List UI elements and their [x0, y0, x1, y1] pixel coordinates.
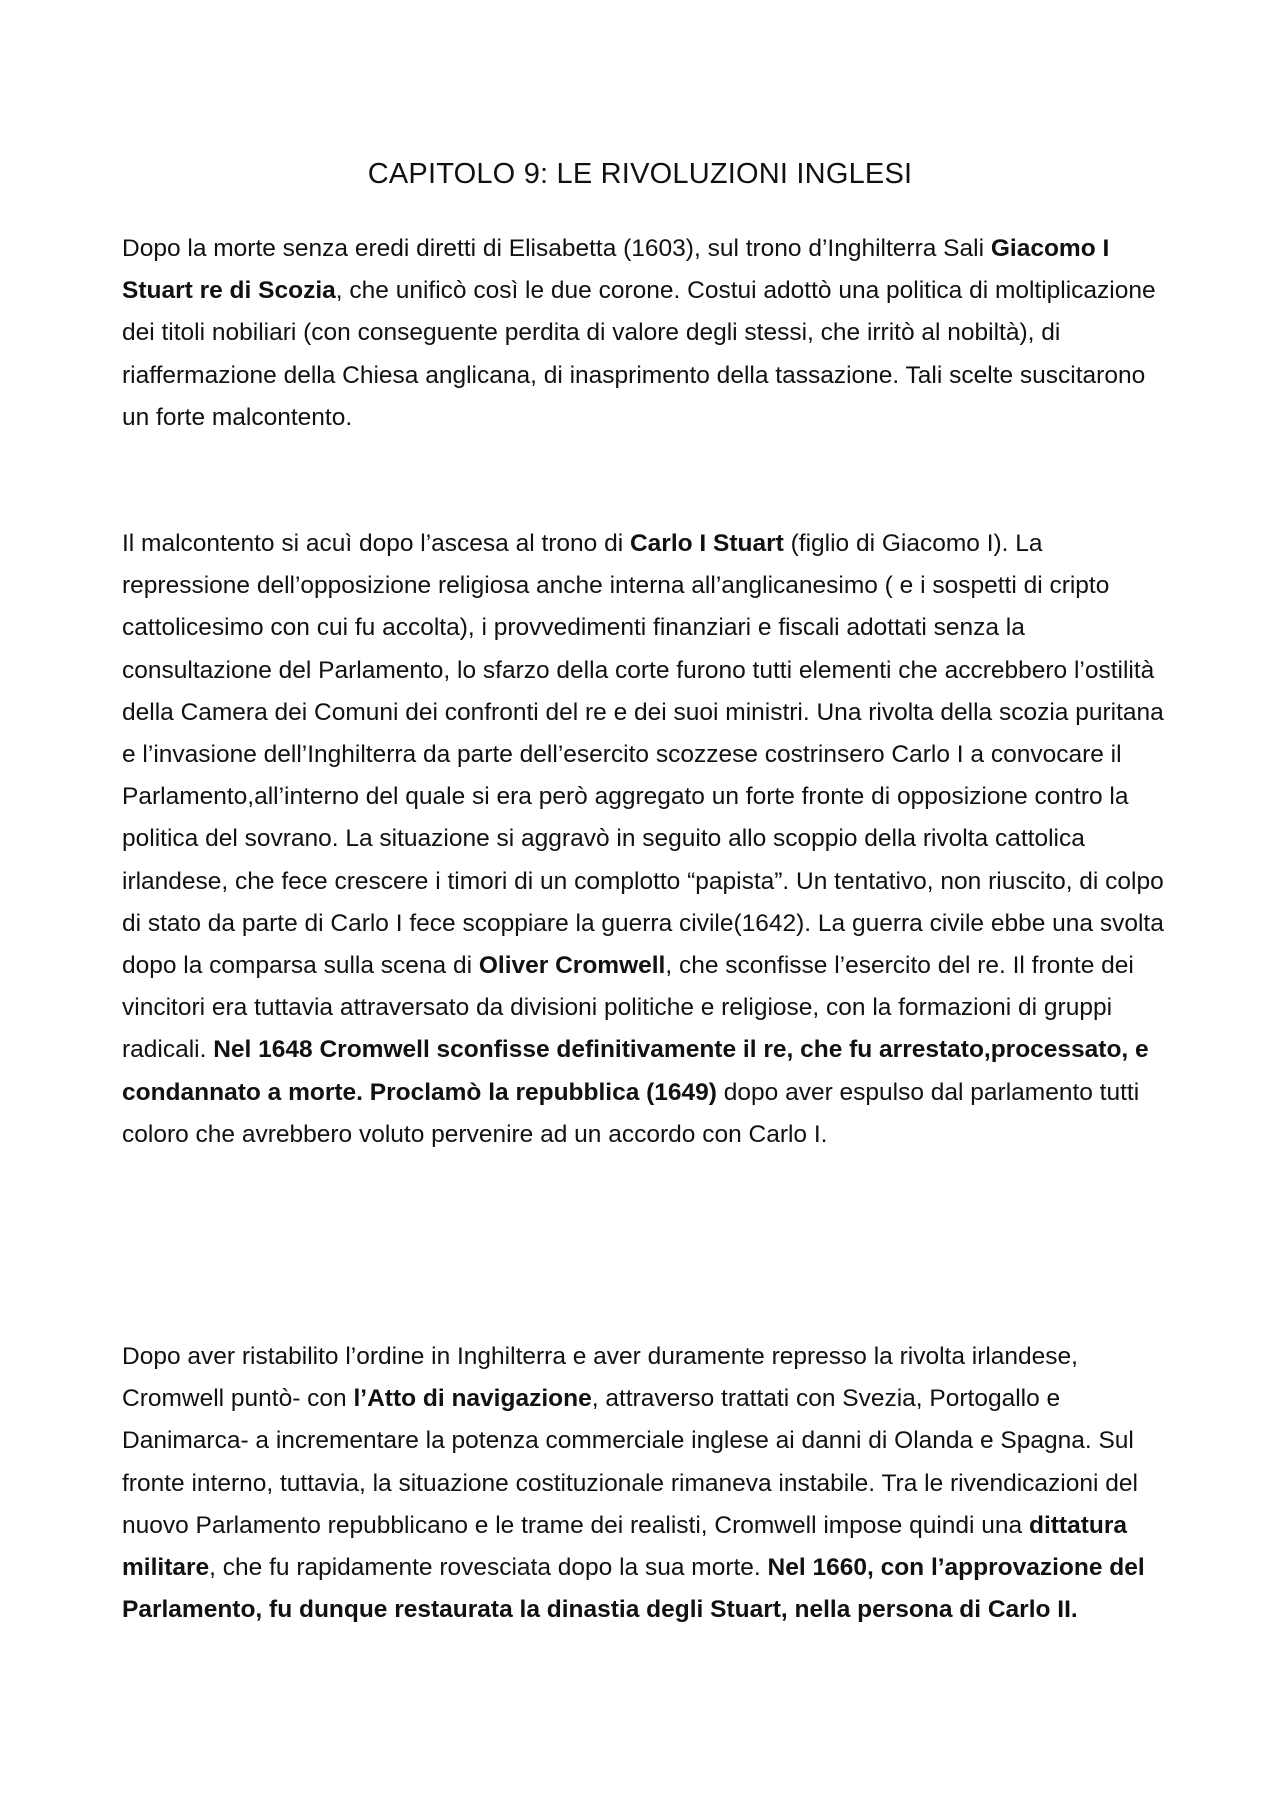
- paragraph-2: [122, 523, 1172, 1156]
- paragraph-3-text: , che fu rapidamente rovesciata dopo la sua morte.: [209, 1554, 768, 1582]
- paragraph-1-bold-giacomo: Giacomo I Stuart re di Scozia: [122, 235, 1110, 305]
- paragraph-3-bold-dittatura: dittatura militare: [122, 1511, 1127, 1582]
- paragraph-2-bold-carlo: Carlo I Stuart: [629, 530, 784, 557]
- paragraph-2-bold-1648: Nel 1648 Cromwell sconfisse definitivamente il re, che fu arrestato,processato, e condannato a morte. Proclamò la repubblica (1649): [122, 1036, 1149, 1106]
- paragraph-2-text: dopo aver espulso dal parlamento tutti coloro che avrebbero voluto pervenire ad un accordo con Carlo I.: [122, 1078, 1140, 1148]
- paragraph-1: [122, 228, 1172, 439]
- paragraph-1-text: Dopo la morte senza eredi diretti di Elisabetta (1603), sul trono d’Inghilterra Sali: [122, 235, 991, 262]
- paragraph-3: [122, 1336, 1172, 1631]
- paragraph-3-bold-atto: l’Atto di navigazione: [353, 1385, 592, 1413]
- paragraph-2-text: (figlio di Giacomo I). La repressione dell’opposizione religiosa anche interna all’anglicanesimo ( e i sospetti di cripto cattolicesimo con cui fu accolta), i provvedimenti finanziari e fiscali adottati senza la consultazione del Parlamento, lo sfarzo della corte furono tutti elementi che accrebbero l’ostilità della Camera dei Comuni dei confronti del re e dei suoi ministri. Una rivolta della scozia puritana e l’invasione dell’Inghilterra da parte dell’esercito scozzese costrinsero Carlo I a convocare il Parlamento,all’interno del quale si era però aggregato un forte fronte di opposizione contro la politica del sovrano. La situazione si aggravò in seguito allo scoppio della rivolta cattolica irlandese, che fece crescere i timori di un complotto “papista”. Un tentativo, non riuscito, di colpo di stato da parte di Carlo I fece scoppiare la guerra civile(1642). La guerra civile ebbe una svolta dopo la comparsa sulla scena di: [122, 530, 1164, 980]
- paragraph-2-text: Il malcontento si acuì dopo l’ascesa al trono di: [122, 530, 630, 557]
- paragraph-1-text: , che unificò così le due corone. Costui adottò una politica di moltiplicazione dei titoli nobiliari (con conseguente perdita di valore degli stessi, che irritò al nobiltà), di riaffermazione della Chiesa anglicana, di inasprimento della tassazione. Tali scelte suscitarono un forte malcontento.: [122, 277, 1156, 431]
- paragraph-3-text: , attraverso trattati con Svezia, Portogallo e Danimarca- a incrementare la potenza commerciale inglese ai danni di Olanda e Spagna. Sul fronte interno, tuttavia, la situazione costituzionale rimaneva instabile. Tra le rivendicazioni del nuovo Parlamento repubblicano e le trame dei realisti, Cromwell impose quindi una: [122, 1385, 1138, 1539]
- paragraph-3-text: Dopo aver ristabilito l’ordine in Inghilterra e aver duramente represso la rivolta irlandese, Cromwell puntò- con: [122, 1343, 1078, 1413]
- page-title: CAPITOLO 9: LE RIVOLUZIONI INGLESI: [367, 158, 913, 190]
- paragraph-3-bold-1660: Nel 1660, con l’approvazione del Parlamento, fu dunque restaurata la dinastia degli Stuart, nella persona di Carlo II.: [122, 1554, 1145, 1624]
- paragraph-2-text: , che sconfisse l’esercito del re. Il fronte dei vincitori era tuttavia attraversato da divisioni politiche e religiose, con la formazioni di gruppi radicali.: [122, 952, 1134, 1064]
- paragraph-2-bold-cromwell: Oliver Cromwell: [478, 952, 666, 980]
